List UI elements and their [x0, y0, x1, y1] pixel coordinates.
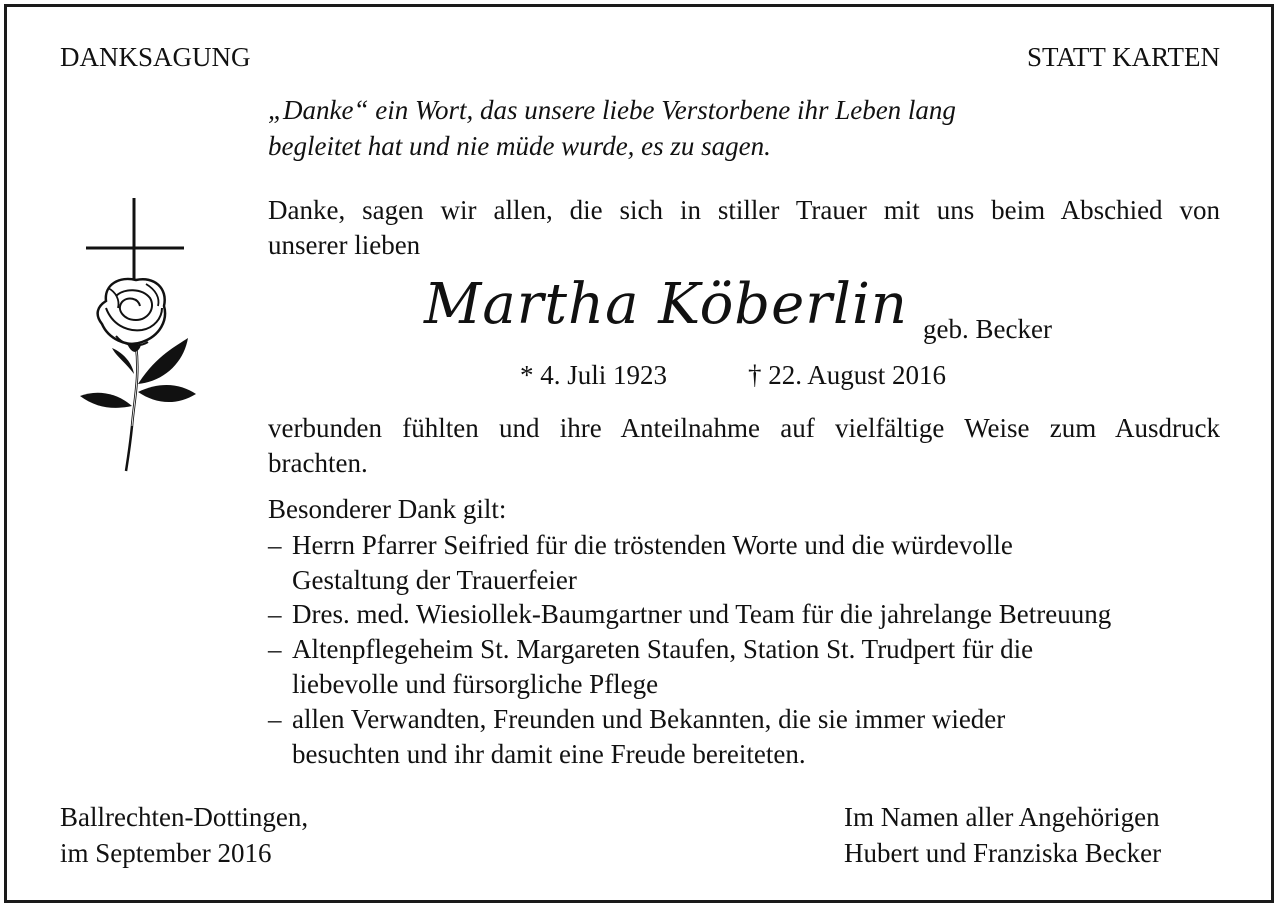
death-date: † 22. August 2016	[748, 360, 947, 390]
list-dash: –	[268, 599, 282, 629]
list-item-1-line-1: Herrn Pfarrer Seifried für die tröstenden Worte und die würdevolle	[292, 530, 1013, 560]
list-item-3-line-2: liebevolle und fürsorgliche Pflege	[292, 669, 659, 699]
cross-and-rose-icon	[76, 196, 206, 476]
list-dash: –	[268, 634, 282, 664]
footer-signoff: Im Namen aller Angehörigen	[844, 802, 1160, 832]
footer-place: Ballrechten-Dottingen,	[60, 802, 309, 832]
list-item-3-line-1: Altenpflegeheim St. Margareten Staufen, Station St. Trudpert für die	[292, 634, 1034, 664]
header-right: STATT KARTEN	[1027, 42, 1220, 72]
intro-line-1: Danke, sagen wir allen, die sich in stiller Trauer mit uns beim Abschied von	[268, 195, 1220, 225]
list-item-4-line-1: allen Verwandten, Freunden und Bekannten, die sie immer wieder	[292, 704, 1006, 734]
intro-line-2: unserer lieben	[268, 230, 421, 260]
birth-date: * 4. Juli 1923	[520, 360, 668, 390]
body-line-1: verbunden fühlten und ihre Anteilnahme auf vielfältige Weise zum Ausdruck	[268, 413, 1220, 443]
body-line-2: brachten.	[268, 448, 368, 478]
quote-line-1: „Danke“ ein Wort, das unsere liebe Verstorbene ihr Leben lang	[268, 95, 956, 125]
list-item-1-line-2: Gestaltung der Trauerfeier	[292, 565, 577, 595]
deceased-name: Martha Köberlin	[424, 272, 908, 337]
list-item-2-line-1: Dres. med. Wiesiollek-Baumgartner und Team für die jahrelange Betreuung	[292, 599, 1112, 629]
list-dash: –	[268, 704, 282, 734]
footer-family: Hubert und Franziska Becker	[844, 838, 1162, 868]
footer-date: im September 2016	[60, 838, 272, 868]
list-item-4-line-2: besuchten und ihr damit eine Freude bereiteten.	[292, 739, 806, 769]
thanks-heading: Besonderer Dank gilt:	[268, 494, 507, 524]
quote-line-2: begleitet hat und nie müde wurde, es zu sagen.	[268, 131, 771, 161]
header-left: DANKSAGUNG	[60, 42, 251, 72]
birth-name: geb. Becker	[923, 314, 1052, 344]
list-dash: –	[268, 530, 282, 560]
